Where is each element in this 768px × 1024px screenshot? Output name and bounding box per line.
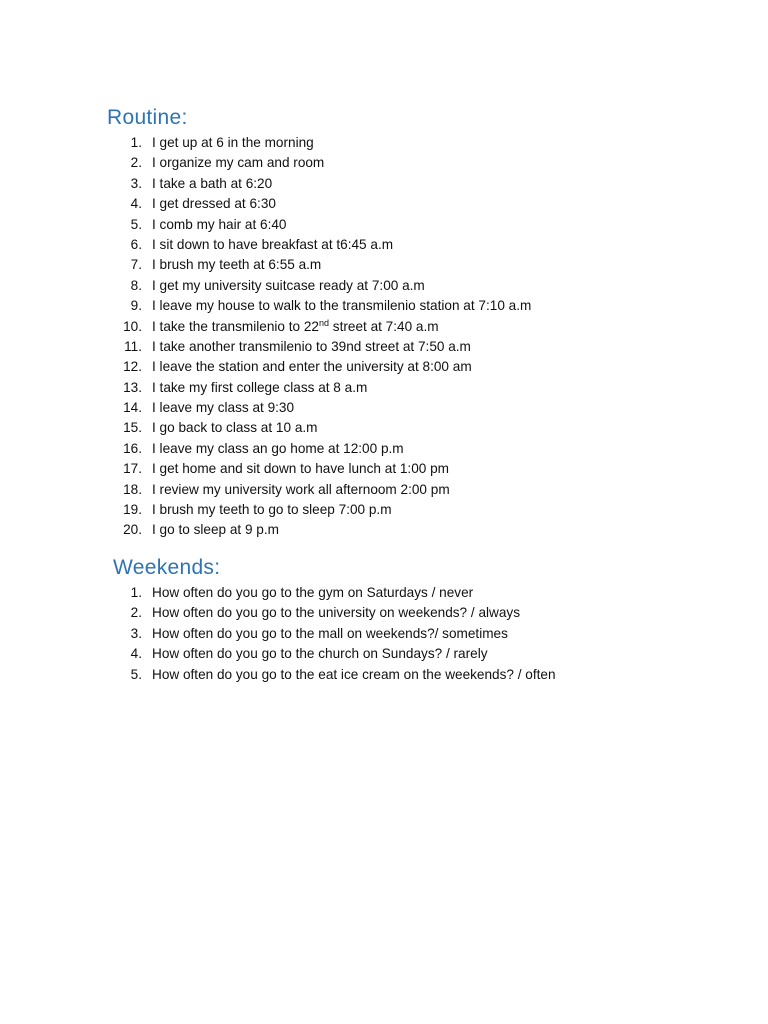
item-number: 4.: [130, 196, 142, 212]
item-text: I get home and sit down to have lunch at 1:00 pm: [152, 461, 449, 477]
item-text: How often do you go to the gym on Saturdays / never: [152, 585, 474, 600]
item-number: 20.: [123, 522, 142, 538]
item-number: 16.: [123, 440, 142, 456]
item-number: 3.: [130, 175, 142, 191]
item-number: 14.: [123, 400, 142, 416]
item-text: I leave the station and enter the university at 8:00 am: [152, 359, 472, 375]
item-number: 1.: [130, 135, 142, 150]
weekends-heading: Weekends:: [113, 556, 221, 579]
item-number: 5.: [130, 216, 142, 232]
item-text: I leave my class at 9:30: [152, 400, 295, 416]
item-number: 3.: [130, 625, 142, 641]
item-number: 10.: [123, 318, 142, 334]
item-text: I organize my cam and room: [152, 155, 325, 171]
item-number: 12.: [123, 359, 142, 375]
item-text: I get my university suitcase ready at 7:00 a.m: [152, 277, 425, 293]
item-text: I take another transmilenio to 39nd street at 7:50 a.m: [152, 338, 471, 354]
item-text: I go back to class at 10 a.m: [152, 420, 318, 436]
item-text: I leave my house to walk to the transmilenio station at 7:10 a.m: [152, 298, 532, 314]
item-text: I take my first college class at 8 a.m: [152, 379, 368, 395]
item-text-before: I take the transmilenio to 22: [152, 318, 319, 334]
item-number: 2.: [130, 155, 142, 171]
item-number: 18.: [123, 481, 142, 497]
item-number: 2.: [130, 605, 142, 621]
item-number: 11.: [124, 338, 142, 354]
item-number: 19.: [123, 502, 142, 518]
item-number: 1.: [130, 585, 142, 600]
item-text-after: street at 7:40 a.m: [329, 318, 439, 334]
routine-heading: Routine:: [107, 106, 188, 129]
item-text: I get dressed at 6:30: [152, 196, 276, 212]
item-text: I leave my class an go home at 12:00 p.m: [152, 440, 404, 456]
item-text: How often do you go to the eat ice cream on the weekends? / often: [152, 666, 556, 682]
item-text: How often do you go to the university on weekends? / always: [152, 605, 521, 621]
item-text: How often do you go to the church on Sundays? / rarely: [152, 646, 488, 662]
item-text: I go to sleep at 9 p.m: [152, 522, 279, 538]
item-number: 15.: [123, 420, 142, 436]
item-number: 8.: [130, 277, 142, 293]
item-text: I brush my teeth to go to sleep 7:00 p.m: [152, 502, 392, 518]
item-text: I take a bath at 6:20: [152, 175, 273, 191]
item-text: [152, 317, 439, 337]
item-number: 6.: [130, 236, 142, 252]
item-number: 7.: [130, 257, 142, 273]
item-text: I get up at 6 in the morning: [152, 135, 314, 150]
item-number: 9.: [130, 298, 142, 314]
item-number: 5.: [130, 666, 142, 682]
item-text: How often do you go to the mall on weekends?/ sometimes: [152, 625, 508, 641]
item-number: 4.: [130, 646, 142, 662]
ordinal-suffix: nd: [319, 317, 330, 328]
item-number: 13.: [123, 379, 142, 395]
item-text: I sit down to have breakfast at t6:45 a.m: [152, 236, 394, 252]
item-text: I review my university work all afternoom 2:00 pm: [152, 481, 450, 497]
item-text: I brush my teeth at 6:55 a.m: [152, 257, 322, 273]
item-text: I comb my hair at 6:40: [152, 216, 287, 232]
item-number: 17.: [123, 461, 142, 477]
